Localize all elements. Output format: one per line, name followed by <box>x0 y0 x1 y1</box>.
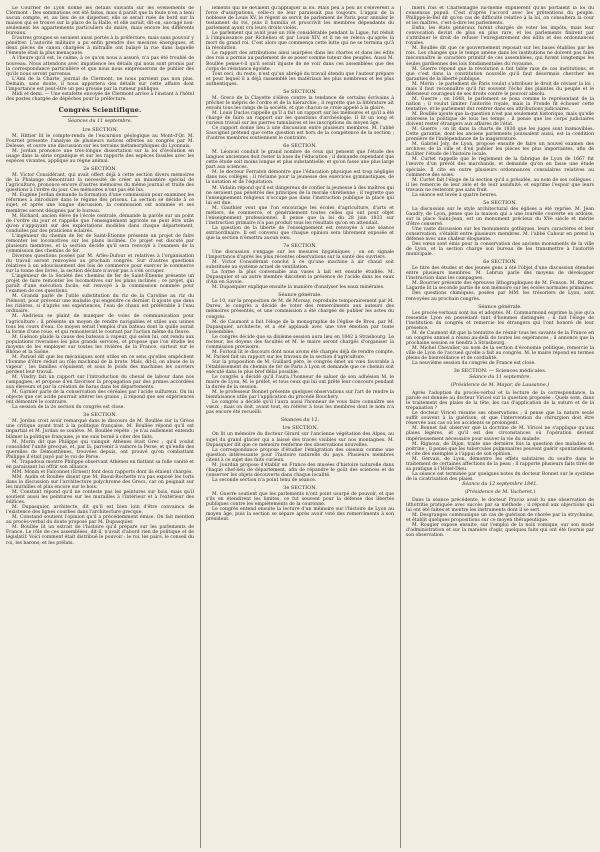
article-paragraph: lements qui ne devaient qu'appliquer la loi. Mais peu à peu ils s'élevèrent à force d'usurpations, celle-ci ne leur paraissait pas toujours. L'appui de la noblesse de Louis XV, le régent se servit de parlement de Paris pour annuler le testament du roi, puis il humilia et proscrivit les membres dépendants du parlement ayant cru leurs droits violés. <box>206 6 394 32</box>
article-paragraph: M. de Caumont a fait l'éloge de la monographie de l'église de Brou, par M. Dupasquier, architecte, et a été applaudi avec une vive émotion par toute l'assemblée. <box>206 319 394 335</box>
article-paragraph: M. Morin : le parlement de Paris voulut s'attribuer le droit de réviser la loi ; mais il faut reconnaître qu'il fut souvent l'écho des plaintes du peuple et le défenseur courageux de ses droits contre le pouvoir absolu. <box>406 81 594 97</box>
article-paragraph: Après l'adoption du procès-verbal et la lecture de la correspondance, la parole est donnée au docteur Viricel sur la question proposée : Quels sont, dans le traitement des plaies de la tête, les cas d'application de la suture et de la trépanation ? <box>406 391 594 412</box>
session-date: (Présidence de M. Vacheret.) <box>464 489 536 495</box>
article-paragraph: M. Jordan prononce une très-longue dissertation sur la loi d'évolution en usage dans la série organique et sur les rapports des espèces fossiles avec les espèces vivantes, appliqué au règne animal. <box>6 149 194 165</box>
article-paragraph: On lit un mémoire du docteur Girard sur l'ancienne végétation des Alpes, au sujet du grand glacier qui a laissé des traces visibles sur nos montagnes. M. Dupasquier dit que ce mémoire renferme des observations nouvelles. <box>206 432 394 448</box>
article-paragraph: M. Boullée lit un extrait de l'histoire qu'il prépare sur les parlements de France. Le rôle de ces assemblées, dit-il, n'avait d'abord rien de politique et de législatif. Voici comment était distribué le pouvoir : le roi, les pairs, le conseil du roi, les barons, et les prélats. <box>6 525 194 546</box>
article-paragraph: M. Louis Duclos rappelle qu'il a fait un rapport sur les mémoires et qu'il a été chargé de faire un rapport sur les questions d'archéologie. Il lit un long et curieux travail sur les pierres tumulaires et les inscriptions du moyen âge. <box>206 110 394 126</box>
article-paragraph: M. Guerre : en 1648, le parlement se posa comme le représentant de la nation ; il voulut limiter l'autorité royale, mais la Fronde fit échouer cette tentative, et le parlement dut rentrer dans ses attributions judiciaires. <box>406 96 594 112</box>
session-date: Séance du 11 septembre. <box>469 375 531 381</box>
subsection-heading: 6e SECTION. <box>483 259 517 266</box>
article-paragraph: La séance est terminée par quelques notes du docteur Bonnet sur le système de la cicatrisation des plaies. <box>406 471 594 482</box>
subsection-heading: Séance générale. <box>278 292 322 299</box>
article-paragraph: La question de la liberté de l'enseignement est renvoyée à une séance extraordinaire. Il est convenu que chaque opinion sera librement exposée et que la section n'émettra aucun vœu. <box>206 225 394 241</box>
article-paragraph: Midi et demi. — Une estafette envoyée de Clermont arrive à l'instant à l'hôtel des postes chargée de dépêches pour la préfecture. <box>6 91 194 102</box>
article-paragraph: M. Guénon plaide la cause des bateaux à vapeur, qui selon lui, ont rendu aux populations riveraines les plus grands services, et propose que l'on étudie les moyens de les employer sur toutes les rivières de la France, surtout sur le Rhône et la Saône. <box>6 334 194 355</box>
article-paragraph: M. Gauthier veut que l'on encourage les écoles d'agriculture, d'arts et métiers, de commerce, et généralement toutes celles qui ont pour objet l'enseignement professionnel. Il pense que la loi du 28 juin 1833 sur l'instruction primaire n'a pas produit tous les résultats qu'on en attendait. <box>206 205 394 226</box>
article-paragraph: M. Fortoul lit le discours dont nous avons été chargés déjà de rendre compte. M. Parisel fait un rapport sur les travaux de la section d'agriculture. <box>206 349 394 360</box>
session-date: Séance du 12 septembre 1841. <box>462 481 538 487</box>
article-paragraph: Le Courrier de Lyon donne les détails suivants sur les événements de Clermont : Des sommations ont été faites, mais il paraît que la foule n'en a tenu aucun compte, et, au lieu de se disperser, elle se serait ruée de bord sur la maison qui se trouve sur la place de la Halle, et elle aurait, dit-on, saccagé non-seulement les appartements particuliers du maire, mais encore les différents bureaux. <box>6 6 194 37</box>
article-paragraph: M. Constant répond qu'il ne conteste pas les peintures sur bois, mais qu'il soutient aussi les peintures sur les murailles à l'intérieur et à l'extérieur des édifices. <box>6 490 194 506</box>
article-paragraph: M. Eugène Jordan demande la formation d'une commission pour examiner les réformes à introduire dans le régime des prisons. La section se décide à ce sujet, et après une longue discussion, la commission est nommée et ses membres seront désignés par le bureau. <box>6 193 194 214</box>
article-paragraph: Tout ceci, du reste, n'est qu'un abrégé du travail étendu que l'auteur prépare et pour lequel il a déjà rassemblé les matériaux les plus nombreux et les plus authentiques. <box>206 71 394 87</box>
article-paragraph: M. Dupasquier explique ensuite la manière d'analyser les eaux minérales. <box>212 285 385 291</box>
heading-rule <box>62 116 137 117</box>
article-paragraph: M. Vindry fait un rapport sur l'introduction du cheval de labour dans nos campagnes, et propose d'en favoriser la propagation par des primes accordées aux éleveurs et par la création de haras dans les départements. <box>6 375 194 391</box>
article-paragraph: Le docteur Viricel résume ses observations ; il pense que la nature seule suffit souvent à la guérison, et que l'intervention du chirurgien doit être réservée aux cas où les accidents se prolongent. <box>406 411 594 427</box>
column-1 <box>6 6 194 848</box>
column-3 <box>400 6 594 848</box>
article-paragraph: M. Hittier lit le compte-rendu de l'excursion géologique au Mont-d'Or. M. Fournet présente l'analyse de plusieurs notices offertes au congrès par M. Delesse, et ouvre une discussion sur les terrains métamorphiques du Lyonnais. <box>6 133 194 149</box>
subsection-heading: 2e SECTION. <box>83 166 117 173</box>
column-2 <box>200 6 394 848</box>
article-paragraph: M. Dupasquier, architecte, dit qu'il est bien loin d'être convaincu de l'existence des lignes courbes dans l'architecture grecque. <box>6 505 194 516</box>
article-paragraph: M. Léoncel conduit le grand nombre de ceux qui pensent que l'étude des langues anciennes doit rester la base de l'éducation ; il demande cependant que cette étude soit moins longue et plus substantielle, et qu'on fasse une plus large part aux sciences. <box>206 150 394 171</box>
subsection-heading: 5e SECTION. <box>283 88 317 95</box>
article-paragraph: Diverses questions posées par M. Arlès-Dufour et relatives à l'organisation du travail seront renvoyées au prochain congrès. Sur d'autres questions relatives à un adoucissement des lois de commerce pour exercer le commerce sur la tonne des livres, la section déclare n'avoir pas à s'en occuper. <box>6 253 194 275</box>
article-paragraph: M. Morin dit que Philippe qui vainquit Athènes était Grec ; qu'il voulut consolider l'unité grecque, et, par là, parvenir à vaincre la Perse, et qu'enfin des querelles de Démosthènes, trouvées depuis, ont prouvé qu'en combattant Philippe il était payé par le roi de Perse. <box>6 439 194 460</box>
article-paragraph: M. de Caumont dit que la tentative de réunir tous les savants de la France en un congrès annuel a réussi au-delà de toutes les espérances ; il annonce que la prochaine session se tiendra à Strasbourg. <box>406 330 594 346</box>
article-paragraph: M. Curtet fait l'éloge de la section qu'il a présidée, au nom de ses collègues ; il les remercie de leur zèle et de leur assiduité, et exprime l'espoir que leurs travaux ne resteront pas sans fruit. <box>406 177 594 193</box>
article-paragraph: M. Jourdan propose d'établir en France des musées d'histoire naturelle dans chaque chef-lieu de département, afin de répandre le goût des sciences et de conserver les objets découverts dans chaque localité. <box>206 462 394 478</box>
article-paragraph: M. Boullée ajoute que la question n'est pas seulement historique, mais qu'elle intéresse la politique de tous les temps ; il pense que les corps judiciaires doivent rester étrangers aux affaires de l'état. <box>406 111 594 128</box>
article-paragraph: Ce rapport donne lieu à une discussion entre plusieurs membres. M. l'abbé Sauvignet prétend que cette question est hors de la compétence de la section ; d'autres membres soutiennent le contraire. <box>206 126 394 142</box>
article-paragraph: Les procès-verbaux sont lus et adoptés. M. Commarmond exprime la joie qu'a ressentie Lyon en possédant tant d'hommes distingués ; il fait l'éloge de l'institution du congrès et remercie les étrangers qui l'ont honoré de leur présence. <box>406 310 594 331</box>
article-paragraph: La seconde section n'a point tenu de séance. <box>212 477 317 483</box>
article-paragraph: M. Greco de la Clayette s'élève contre la tendance de certains écrivains à prêcher le mépris de l'ordre et de la hiérarchie ; il regrette que la littérature ait envahi tous les rangs de la société, et que chacun se croie appelé à la gloire. <box>206 95 394 111</box>
subsection-heading: 6e SECTION. <box>283 143 317 150</box>
article-paragraph: M. Andrieux se plaint de manquer de voies de communication pour l'agriculture : il présente un moyen de rendre navigables et utiles aux usines tous les cours d'eau. Ce moyen serait l'emploi d'un bateau dont la quille aurait la forme d'une roue, et qui remonterait le courant par l'action même du fleuve. <box>6 314 194 335</box>
article-paragraph: M. Rougier expose ensuite, sur l'emploi de la noix vomique, sur son mode d'administration et sur la manière d'agir, quelques faits qui ont été fournis par son observation. <box>406 523 594 539</box>
article-paragraph: miers rois et Charlemagne lui-même stipulèrent qu'ils portaient la loi du consensus populi. C'est d'après l'accord avec les prétentions du peuple. Philippe-le-Bel dit qu'en cas de difficulté relative à la loi, on consultera la cour et les maîtres, c'est-à-dire les parlements. <box>406 6 594 27</box>
article-paragraph: Dans la séance précédente, le docteur Pravaz avait lu une observation de lithotritie pratiquée avec succès par sa méthode ; il répond aux objections qui lui ont été faites et montre les instruments dont il se sert. <box>406 497 594 514</box>
article-paragraph: Une discussion s'engage sur les mesures hygiéniques ; on en signale l'importance d'après les plus récentes observations sur la santé des ouvriers. <box>206 250 394 261</box>
subsection-heading: 3e SECTION. — Sciences médicales. <box>453 368 547 375</box>
article-paragraph: Sur la proposition de M. Guillard père, le congrès émet un vœu favorable à l'établissement du chemin de fer de Paris à Lyon et demande que ce chemin soit exécuté dans le plus bref délai possible. <box>206 359 394 376</box>
article-paragraph: M. le professeur Bonnet présente quelques observations sur l'art de rendre la bienfaisance utile par l'application du procédé Bouchery. <box>206 390 394 401</box>
article-paragraph: Le congrès entend ensuite la lecture d'un mémoire sur l'histoire de Lyon au moyen âge, puis la section se sépare après avoir voté des remercîments à son président. <box>206 507 394 523</box>
article-paragraph: MM. Audin et Boullée disent que M. Baoul-Rochette n'a pas exposé les torts dans la discussion sur l'architecture polychrome des Grecs, car on peignait sur les murailles et plus encore sur le bois. <box>6 474 194 490</box>
section-heading: Congrès Scientifique. <box>58 105 142 114</box>
article-paragraph: M. Rignoux, de Dijon, traite une dernière fois la question des maladies de poitrine ; il pense que les tubercules pulmonaires peuvent guérir spontanément, et cite des exemples à l'appui de son opinion. <box>406 441 594 457</box>
article-paragraph: Enfin, les états généraux furent chargés de voter les impôts, mais leur convocation devint de plus en plus rare, et les parlements finirent par s'attribuer le droit de refuser l'enregistrement des édits et des ordonnances royales. <box>406 26 594 47</box>
article-paragraph: Le congrès a décidé qu'il l'aura l'honneur de saluer de son adhésion M. le maire de Lyon, M. le préfet, et tous ceux qui lui ont prêté leur concours pendant la durée de la session. <box>206 375 394 391</box>
article-paragraph: La séance est levée à quatre heures. <box>412 192 498 198</box>
subsection-heading: Séances du 12. <box>280 417 320 424</box>
article-paragraph: M. Guerre : on lit dans la charte de 1830 que les juges sont inamovibles. Cette garantie, dont les anciens parlements jouissaient aussi, est la condition première de l'indépendance de la magistrature. <box>406 127 594 143</box>
article-paragraph: Le parlement qui avait joué un rôle considérable pendant la Ligue, fut réduit à l'impuissance par Richelieu et par Louis XIV, et il ne se releva qu'après la mort du grand roi. C'est alors que commença cette lutte qui ne se termina qu'à la révolution. <box>206 31 394 52</box>
article-paragraph: La neuvième session du congrès de France est close. <box>412 361 536 367</box>
article-paragraph: M. Victor Considérant conclut à ce qu'une machine à air chaud soit substituée au système actuel de ventilation. <box>206 260 394 271</box>
article-paragraph: Des vœux sont émis pour la conservation des anciens monuments de la ville de Lyon, et la section charge son bureau de les transmettre à l'autorité municipale. <box>406 242 594 258</box>
article-paragraph: L'ingénieur de la Société des chemins de fer de Saint-Étienne présente un projet de faire remonter les locomotives sur les plans inclinés ; ce projet, qui paraît d'une exécution facile, est renvoyé à la commission nommée pour l'examen de ces questions. <box>6 274 194 295</box>
session-date: (Présidence de M. Mayor, de Lausanne.) <box>450 383 550 389</box>
article-paragraph: La forme la plus convenable aux vases à lait est ensuite étudiée. M. Dupasquier et un autre membre discutent la présence de l'acide dans les eaux d'Aix en Savoie. <box>206 270 394 286</box>
article-paragraph: D'autres groupes se seraient aussi portés à la préfecture, mais sans pouvoir y pénétrer. L'autorité militaire a pu enfin prendre des mesures énergiques, et deux pièces de canon chargées à mitraille ont balayé la rue dans laquelle l'émeute était la plus menaçante. <box>6 36 194 57</box>
article-paragraph: Le congrès décide que sa dixième session aura lieu en 1842 à Strasbourg. Le recteur, les doyens des facultés et M. le maire seront chargés d'organiser la commission provisoire. <box>206 334 394 350</box>
article-paragraph: A l'heure qu'il est, le calme, à ce qu'on nous a assuré, n'a pas été troublé de nouveau. Nous attendons avec impatience les détails qui nous sont promis par la correspondance particulière et que nous nous empresserons de publier dès qu'ils nous seront parvenus. <box>6 56 194 77</box>
article-paragraph: Le rapport des attributions ainsi usurpées dans les chartes et dans les édits des rois a permis au parlement de se poser comme tuteur des peuples. Aussi M. Boullée pense-t-il qu'il serait injuste de ne voir dans ces assemblées que des corps de résistance égoïste. <box>206 51 394 72</box>
article-paragraph: M. Michel Chevalier, au nom de la section d'économie politique, remercie la ville de Lyon de l'accueil qu'elle a fait au congrès. M. le maire répond en termes pleins de bienveillance et de cordialité. <box>406 345 594 361</box>
article-paragraph: La discussion sur le style architectural des églises a été reprise. M. Jean Gaudry, de Lyon, pense que la maison qui a une tourelle couverte en ardoise, sur la place Saint-Jean, est un monument précieux du XVe siècle et mérite d'être conservé. <box>406 206 594 227</box>
article-paragraph: L'ingénieur du chemin de fer de Saint-Étienne présente un projet de faire remonter les locomotives sur les plans inclinés. Ce projet est discuté par plusieurs membres, et la section décide qu'il sera renvoyé à l'examen de la commission des chemins de fer. <box>6 233 194 254</box>
article-paragraph: Le 10, sur la proposition de M. de Morsay, reproduite temporairement par M. Dureu, le congrès a décidé de voter des remercîments aux auteurs des mémoires présentés, et une commission a été chargée de publier les actes du congrès. <box>206 299 394 320</box>
subsection-heading: 3e SECTION. <box>83 412 117 419</box>
article-paragraph: Le titre des études et des jeunes gens a été l'objet d'une discussion étendue entre plusieurs membres. M. Lebrun parle des moyens de développer l'instruction dans les campagnes. <box>406 266 594 282</box>
subsection-heading: 1re SECTION. <box>81 126 119 133</box>
article-paragraph: Le congrès a décidé qu'il l'aura aussi l'honneur de vous faire connaître ses vœux ; mais on doit, avant tout, en référer à tous les membres dont le nom n'a pas encore été recueilli. <box>206 400 394 416</box>
session-date: Séances du 11 septembre. <box>67 118 133 124</box>
article-paragraph: M. Jordan croit avoir remarqué dans le discours de M. Boullée sur la Grèce une critique ayant trait à la politique française. M. Boullée répond qu'il est impartial et M. Jordan se soulève. M. Boullée répète : je n'ai nullement entendu blâmer la politique française, je me suis borné à citer des faits. <box>6 419 194 440</box>
subsection-heading: 1re SECTION. <box>281 425 319 432</box>
article-paragraph: M. Parisel dit que les mécaniques sont utiles en ce sens qu'elles empêchent l'homme d'être réduit au rôle machinal de la brute. Mais, dit-il, on abuse de la vapeur ; les familles s'épuisent, et sous le poids des machines les ouvriers perdent leur travail. <box>6 354 194 375</box>
article-paragraph: M. le docteur Ferraton démontre que l'éducation physique est trop négligée dans nos collèges ; il réclame pour la jeunesse des exercices gymnastiques, de la natation et de l'équitation. <box>206 170 394 186</box>
article-paragraph: M. Vidalin répond qu'il est dangereux de confier la jeunesse à des maîtres qui ne seraient pas pénétrés des principes de la morale chrétienne ; il regrette que l'enseignement religieux n'occupe pas dans l'instruction publique la place qui lui est due. <box>206 185 394 206</box>
article-paragraph: La session de la 2e section du congrès est close. <box>12 405 125 411</box>
article-paragraph: M. Bourrier présente des épreuves lithographiques de M. Fonson. M. Bruner Lagarde lit la seconde partie de son mémoire sur les écoles normales primaires. <box>406 281 594 292</box>
article-paragraph: M. Guerre répond que la révolution a fait table rase de ces institutions, et que c'est dans la constitution nouvelle qu'il faut désormais chercher les garanties de la liberté publique. <box>406 66 594 82</box>
article-paragraph: M. Desgranges communique un cas de guérison de chorée par la strychnine, et établit quelques propositions sur ce moyen thérapeutique. <box>406 513 594 524</box>
article-paragraph: MM. Monin et Falconnet (Ernest) font deux rapports dont ils étaient chargés. <box>12 469 193 475</box>
subsection-heading: Séance générale. <box>478 303 522 310</box>
article-paragraph: M. Bonnet fait observer que la doctrine de M. Viricel ne s'applique qu'aux plaies légères, et qu'il est des circonstances où l'opération devient impérieusement nécessaire pour sauver la vie du malade. <box>406 426 594 442</box>
article-paragraph: Des questions chimiques, posées par MM. les trésoriers de Lyon, sont renvoyées au prochain congrès. <box>406 291 594 302</box>
article-paragraph: M. Gabriel Joly, de Lyon, propose ensuite de faire un nouvel examen des archives de la ville et d'en publier les pièces les plus importantes, afin de faciliter l'étude de l'histoire locale. <box>406 142 594 158</box>
article-paragraph: M. Victor Considérant, qui avait offert déjà à cette section divers mémoires de la Phalange démontrant la nécessité de créer un ministère spécial de l'agriculture, prononce encore d'autres mémoires du même journal et traite des questions à l'ordre du jour. Ces mémoires n'ont pas été lus. <box>6 173 194 194</box>
subsection-heading: 5e SECTION. <box>483 199 517 206</box>
article-paragraph: Une vaste discussion sur les monuments gothiques, leurs caractères et leur conservation, s'établit entre plusieurs membres. M. l'abbé Cahour en prend la défense avec une chaleur éloquente. <box>406 226 594 243</box>
subsection-heading: 3e SECTION. <box>283 484 317 491</box>
article-paragraph: M. Richard, ancien élève de l'école centrale, demande la parole sur un point de l'ordre du jour et rappelle que l'enseignement agricole ne peut être utile qu'en s'appuyant sur des exploitations modèles dans chaque département, conduites par des praticiens éclairés. <box>6 213 194 234</box>
article-paragraph: M. Gervais, de Lyon, démontre les effets salutaires du soufre dans le traitement de certaines affections de la peau ; il rapporte plusieurs faits tirés de sa pratique à l'Hôtel-Dieu. <box>406 456 594 472</box>
article-paragraph: M. Guerre soutient que les parlements n'ont point usurpé de pouvoir, et que s'ils en étendirent les limites, ce fut souvent pour la défense des libertés publiques contre les empiètements de la couronne. <box>206 491 394 508</box>
subsection-heading: 7e SECTION. <box>283 243 317 250</box>
article-paragraph: M. Trapadoux montre Philippe observant Athènes en flattant sa folle vanité et en paraissant lui offrir son alliance. <box>6 459 194 470</box>
article-paragraph: La correspondance propose d'étudier l'émigration des oiseaux comme une question intéressante pour l'histoire naturelle du pays. Plusieurs membres citent à ce sujet des faits curieux. <box>206 447 394 463</box>
article-paragraph: M. Boullée dit que ce gouvernement reposait sur les bases établies par les rois. Les changes que le temps amène dans les institutions ne doivent pas faire méconnaître le caractère primitif de ces assemblées, qui furent longtemps les seules gardiennes des lois fondamentales du royaume. <box>406 46 594 67</box>
article-paragraph: M. Curtet rappelle que le règlement de la fabrique de Lyon de 1667 fut l'œuvre d'un prévôt des marchands, et demande qu'on en fasse une étude spéciale. Il cite en outre plusieurs ordonnances consulaires relatives au commerce des soies. <box>406 157 594 178</box>
article-paragraph: M. Garnier parle de la conservation des céréales par l'acide sulfureux. On lui objecte que cet acide pourrait altérer les grains ; il répond que ses expériences ont démontré le contraire. <box>6 390 194 406</box>
article-paragraph: L'Ami de la Charte, journal de Clermont, ne nous parvient pas non plus. Demain, sans doute, il nous apportera des détails sur cette affaire dont l'importance est peut-être un peu grossie par la rumeur publique. <box>6 76 194 92</box>
article-paragraph: M. Granda parle de l'utile substitution du riz de la Caroline au riz du Piémont, pour prévenir une maladie qui engendre ce dernier. Il ajoute que dans les rizières, si d'après ses expériences, l'eau de chaux est préférable à l'eau ordinaire. <box>6 294 194 315</box>
article-paragraph: M. Constand soutient l'opinion qu'il a précédemment émise. On fait mention au procès-verbal du doute proposé par M. Dupasquier. <box>6 515 194 526</box>
